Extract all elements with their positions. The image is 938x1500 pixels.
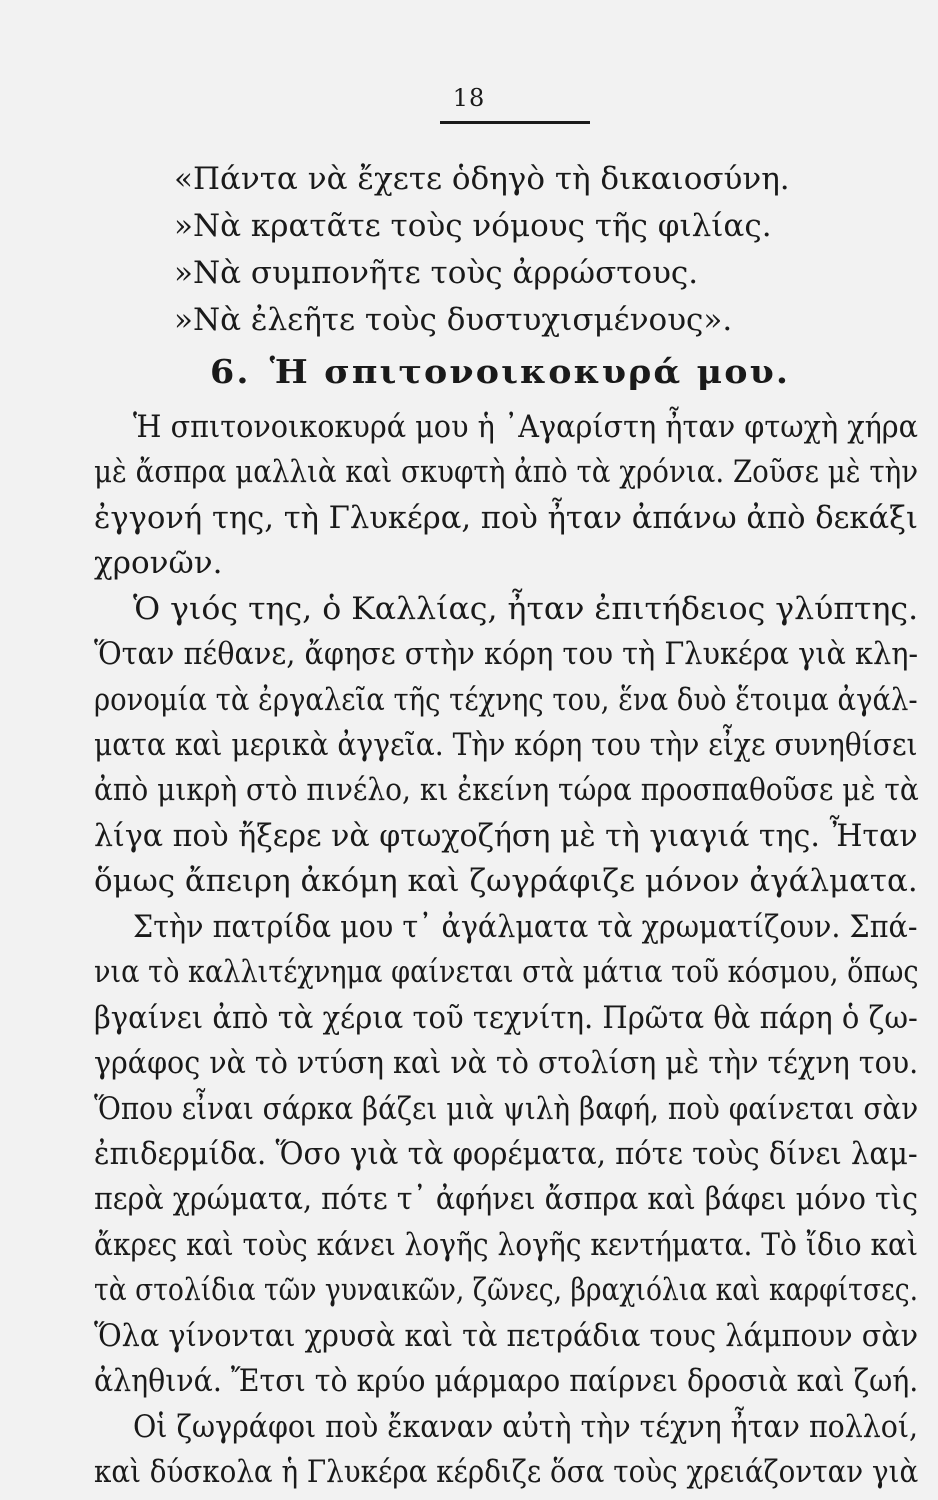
body-line: Στὴν πατρίδα μου τ᾿ ἀγάλματα τὰ χρωματίζουν. Σπά-	[133, 909, 918, 945]
page-number: 18	[452, 84, 486, 112]
body-line: γράφος νὰ τὸ ντύση καὶ νὰ τὸ στολίση μὲ τὴν τέχνη του.	[94, 1045, 919, 1081]
body-line: ὅμως ἄπειρη ἀκόμη καὶ ζωγράφιζε μόνον ἀγάλματα.	[94, 863, 918, 899]
body-line: περὰ χρώματα, πότε τ᾿ ἀφήνει ἄσπρα καὶ βάφει μόνο τὶς	[94, 1181, 918, 1217]
body-line: ματα καὶ μερικὰ ἀγγεῖα. Τὴν κόρη του τὴν εἶχε συνηθίσει	[94, 727, 918, 763]
body-line: νια τὸ καλλιτέχνημα φαίνεται στὰ μάτια τοῦ κόσμου, ὅπως	[94, 954, 919, 990]
body-line: Ἡ σπιτονοικοκυρά μου ἡ ᾿Αγαρίστη ἦταν φτωχὴ χήρα	[133, 409, 919, 445]
body-line: ἐγγονή της, τὴ Γλυκέρα, ποὺ ἦταν ἀπάνω ἀπὸ δεκάξι	[94, 500, 919, 536]
body-line: βγαίνει ἀπὸ τὰ χέρια τοῦ τεχνίτη. Πρῶτα θὰ πάρη ὁ ζω-	[94, 1000, 918, 1036]
page-number-rule	[440, 121, 590, 124]
body-line: ἀπὸ μικρὴ στὸ πινέλο, κι ἐκείνη τώρα προσπαθοῦσε μὲ τὰ	[94, 772, 919, 808]
section-heading	[210, 352, 790, 392]
body-line: μὲ ἄσπρα μαλλιὰ καὶ σκυφτὴ ἀπὸ τὰ χρόνια. Ζοῦσε μὲ τὴν	[94, 454, 919, 490]
body-line: χρονῶν.	[94, 545, 223, 581]
quote-line: »Νὰ ἐλεῆτε τοὺς δυστυχισμένους».	[174, 302, 733, 338]
body-line: Ὅπου εἶναι σάρκα βάζει μιὰ ψιλὴ βαφή, ποὺ φαίνεται σὰν	[94, 1091, 919, 1127]
section-title: Ἡ σπιτονοικοκυρά μου.	[269, 352, 791, 391]
body-line: ἀληθινά. Ἔτσι τὸ κρύο μάρμαρο παίρνει δροσιὰ καὶ ζωή.	[94, 1363, 919, 1399]
body-line: Οἱ ζωγράφοι ποὺ ἔκαναν αὐτὴ τὴν τέχνη ἦταν πολλοί,	[133, 1409, 919, 1445]
body-line: Ὁ γιός της, ὁ Καλλίας, ἦταν ἐπιτήδειος γλύπτης.	[133, 591, 919, 627]
body-line: καὶ δύσκολα ἡ Γλυκέρα κέρδιζε ὅσα τοὺς χρειάζονταν γιὰ	[94, 1454, 919, 1490]
quote-line: «Πάντα νὰ ἔχετε ὁδηγὸ τὴ δικαιοσύνη.	[174, 161, 790, 197]
body-line: Ὅλα γίνονται χρυσὰ καὶ τὰ πετράδια τους λάμπουν σὰν	[94, 1318, 919, 1354]
body-line: ἄκρες καὶ τοὺς κάνει λογῆς λογῆς κεντήματα. Τὸ ἴδιο καὶ	[94, 1227, 919, 1263]
body-line: ἐπιδερμίδα. Ὅσο γιὰ τὰ φορέματα, πότε τοὺς δίνει λαμ-	[94, 1136, 918, 1172]
body-line: τὰ στολίδια τῶν γυναικῶν, ζῶνες, βραχιόλια καὶ καρφίτσες.	[94, 1272, 919, 1308]
body-line: ρονομία τὰ ἐργαλεῖα τῆς τέχνης του, ἕνα δυὸ ἕτοιμα ἀγάλ-	[94, 682, 918, 718]
body-line: Ὅταν πέθανε, ἄφησε στὴν κόρη του τὴ Γλυκέρα γιὰ κλη-	[94, 636, 919, 672]
body-line: λίγα ποὺ ἤξερε νὰ φτωχοζήση μὲ τὴ γιαγιά της. Ἦταν	[94, 818, 918, 854]
quote-line: »Νὰ συμπονῆτε τοὺς ἀρρώστους.	[174, 255, 699, 291]
quote-line: »Νὰ κρατᾶτε τοὺς νόμους τῆς φιλίας.	[174, 208, 772, 244]
section-number: 6.	[210, 352, 251, 391]
